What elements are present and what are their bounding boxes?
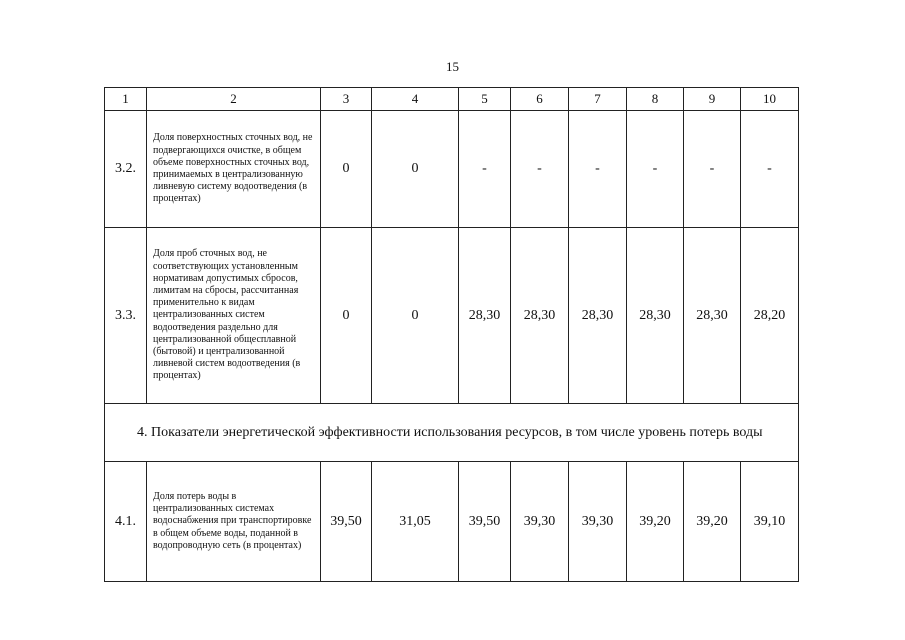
- header-cell: 1: [105, 88, 147, 111]
- table-row: [105, 111, 799, 228]
- header-cell: 9: [684, 88, 741, 111]
- value-cell: 28,30: [627, 228, 684, 404]
- page-number: 15: [446, 59, 459, 74]
- value-cell: 28,30: [569, 228, 627, 404]
- value-cell: 39,50: [459, 462, 511, 582]
- row-description: Доля проб сточных вод, не соответствующих установленным нормативам допустимых сбросов, лимитам на сбросы, рассчитанная применительно к видам централизованных систем водоотведения раздельно для централизованной общесплавной (бытовой) и централизованной ливневой систем водоотведения (в процентах): [147, 228, 321, 404]
- row-description: Доля поверхностных сточных вод, не подвергающихся очистке, в общем объеме поверхностных сточных вод, принимаемых в централизованную ливневую систему водоотведения (в процентах): [147, 111, 321, 228]
- header-cell: 8: [627, 88, 684, 111]
- value-cell: 0: [321, 111, 372, 228]
- row-number: 4.1.: [105, 462, 147, 582]
- value-cell: 39,30: [569, 462, 627, 582]
- value-cell: 28,30: [511, 228, 569, 404]
- value-cell: 39,10: [741, 462, 799, 582]
- indicators-table: [104, 87, 799, 582]
- section-row: [105, 404, 799, 462]
- value-cell: 39,50: [321, 462, 372, 582]
- value-cell: -: [741, 111, 799, 228]
- value-cell: 28,30: [459, 228, 511, 404]
- value-cell: 0: [372, 111, 459, 228]
- value-cell: 28,20: [741, 228, 799, 404]
- value-cell: -: [459, 111, 511, 228]
- value-cell: -: [511, 111, 569, 228]
- table-row: [105, 228, 799, 404]
- value-cell: 39,30: [511, 462, 569, 582]
- table-row: [105, 462, 799, 582]
- value-cell: 0: [321, 228, 372, 404]
- row-number: 3.2.: [105, 111, 147, 228]
- header-cell: 4: [372, 88, 459, 111]
- value-cell: 28,30: [684, 228, 741, 404]
- header-cell: 10: [741, 88, 799, 111]
- value-cell: 39,20: [627, 462, 684, 582]
- value-cell: 0: [372, 228, 459, 404]
- value-cell: 39,20: [684, 462, 741, 582]
- section-title: 4. Показатели энергетической эффективности использования ресурсов, в том числе уровень потерь воды: [105, 404, 799, 462]
- header-cell: 7: [569, 88, 627, 111]
- value-cell: -: [627, 111, 684, 228]
- header-cell: 3: [321, 88, 372, 111]
- value-cell: -: [569, 111, 627, 228]
- row-number: 3.3.: [105, 228, 147, 404]
- value-cell: 31,05: [372, 462, 459, 582]
- header-cell: 5: [459, 88, 511, 111]
- header-row: [105, 88, 799, 111]
- row-description: Доля потерь воды в централизованных системах водоснабжения при транспортировке в общем объеме воды, поданной в водопроводную сеть (в процентах): [147, 462, 321, 582]
- header-cell: 2: [147, 88, 321, 111]
- value-cell: -: [684, 111, 741, 228]
- header-cell: 6: [511, 88, 569, 111]
